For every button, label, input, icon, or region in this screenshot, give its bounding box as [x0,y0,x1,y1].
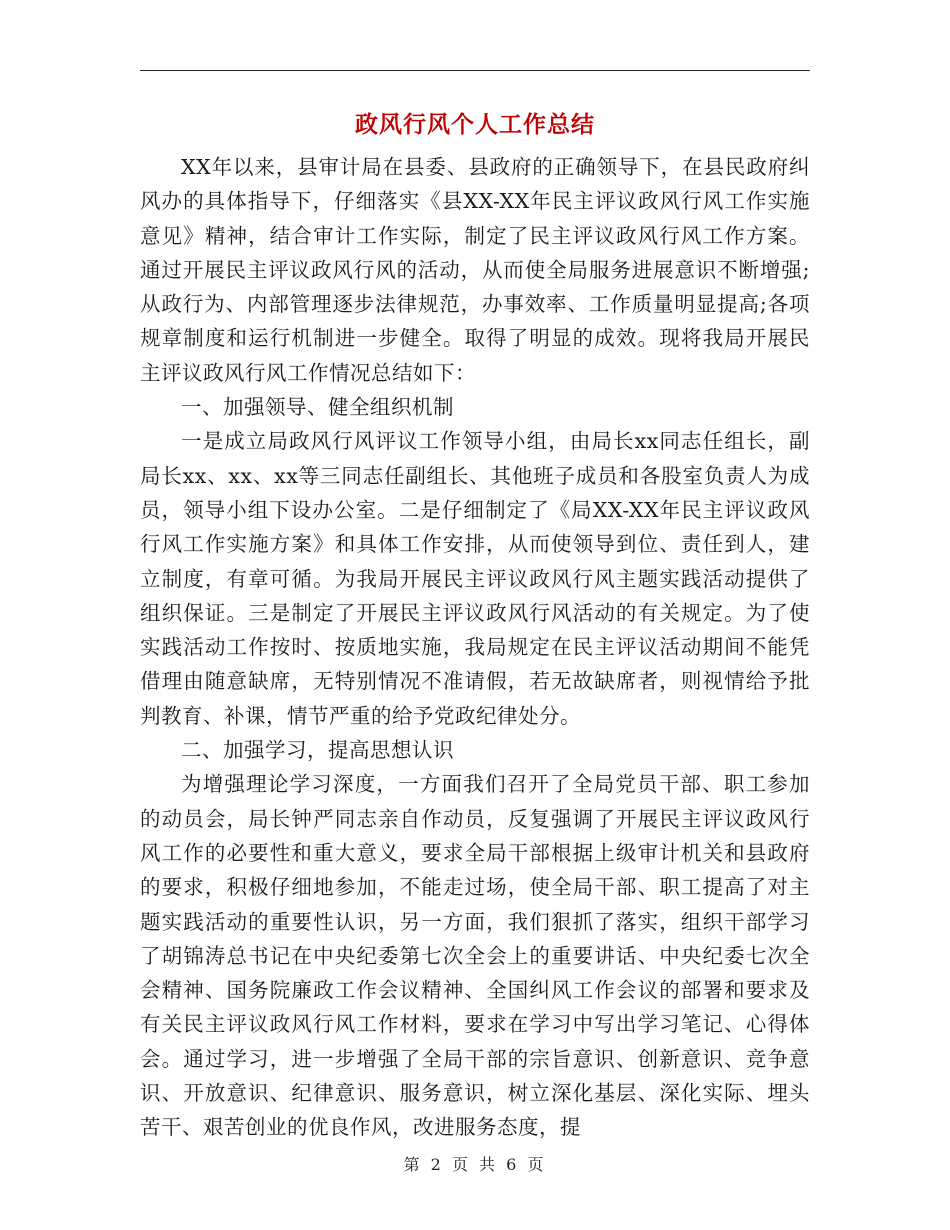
paragraph-section-1: 一是成立局政风行风评议工作领导小组，由局长xx同志任组长，副局长xx、xx、xx等三同志任副组长、其他班子成员和各股室负责人为成员，领导小组下设办公室。二是仔细制定了《局XX-XX年民主评议政风行风工作实施方案》和具体工作安排，从而使领导到位、责任到人，建立制度，有章可循。为我局开展民主评议政风行风主题实践活动提供了组织保证。三是制定了开展民主评议政风行风活动的有关规定。为了使实践活动工作按时、按质地实施，我局规定在民主评议活动期间不能凭借理由随意缺席，无特别情况不准请假，若无故缺席者，则视情给予批判教育、补课，情节严重的给予党政纪律处分。 [140,429,810,728]
paragraph-intro: XX年以来，县审计局在县委、县政府的正确领导下，在县民政府纠风办的具体指导下，仔细落实《县XX-XX年民主评议政风行风工作实施意见》精神，结合审计工作实际，制定了民主评议政风行风工作方案。通过开展民主评议政风行风的活动，从而使全局服务进展意识不断增强;从政行为、内部管理逐步法律规范，办事效率、工作质量明显提高;各项规章制度和运行机制进一步健全。取得了明显的成效。现将我局开展民主评议政风行风工作情况总结如下： [140,155,810,385]
header-rule [140,70,810,71]
paragraph-section-2: 为增强理论学习深度，一方面我们召开了全局党员干部、职工参加的动员会，局长钟严同志亲自作动员，反复强调了开展民主评议政风行风工作的必要性和重大意义，要求全局干部根据上级审计机关和县政府的要求，积极仔细地参加，不能走过场，使全局干部、职工提高了对主题实践活动的重要性认识，另一方面，我们狠抓了落实，组织干部学习了胡锦涛总书记在中央纪委第七次全会上的重要讲话、中央纪委七次全会精神、国务院廉政工作会议精神、全国纠风工作会议的部署和要求及有关民主评议政风行风工作材料，要求在学习中写出学习笔记、心得体会。通过学习，进一步增强了全局干部的宗旨意识、创新意识、竞争意识、开放意识、纪律意识、服务意识，树立深化基层、深化实际、埋头苦干、艰苦创业的优良作风，改进服务态度，提 [140,772,810,1140]
page-number: 第 2 页 共 6 页 [403,1155,547,1174]
document-body [140,150,810,1145]
document-title: 政风行风个人工作总结 [355,111,595,138]
section-heading-1: 一、加强领导、健全组织机制 [181,395,454,420]
section-heading-2: 二、加强学习，提高思想认识 [181,738,454,763]
